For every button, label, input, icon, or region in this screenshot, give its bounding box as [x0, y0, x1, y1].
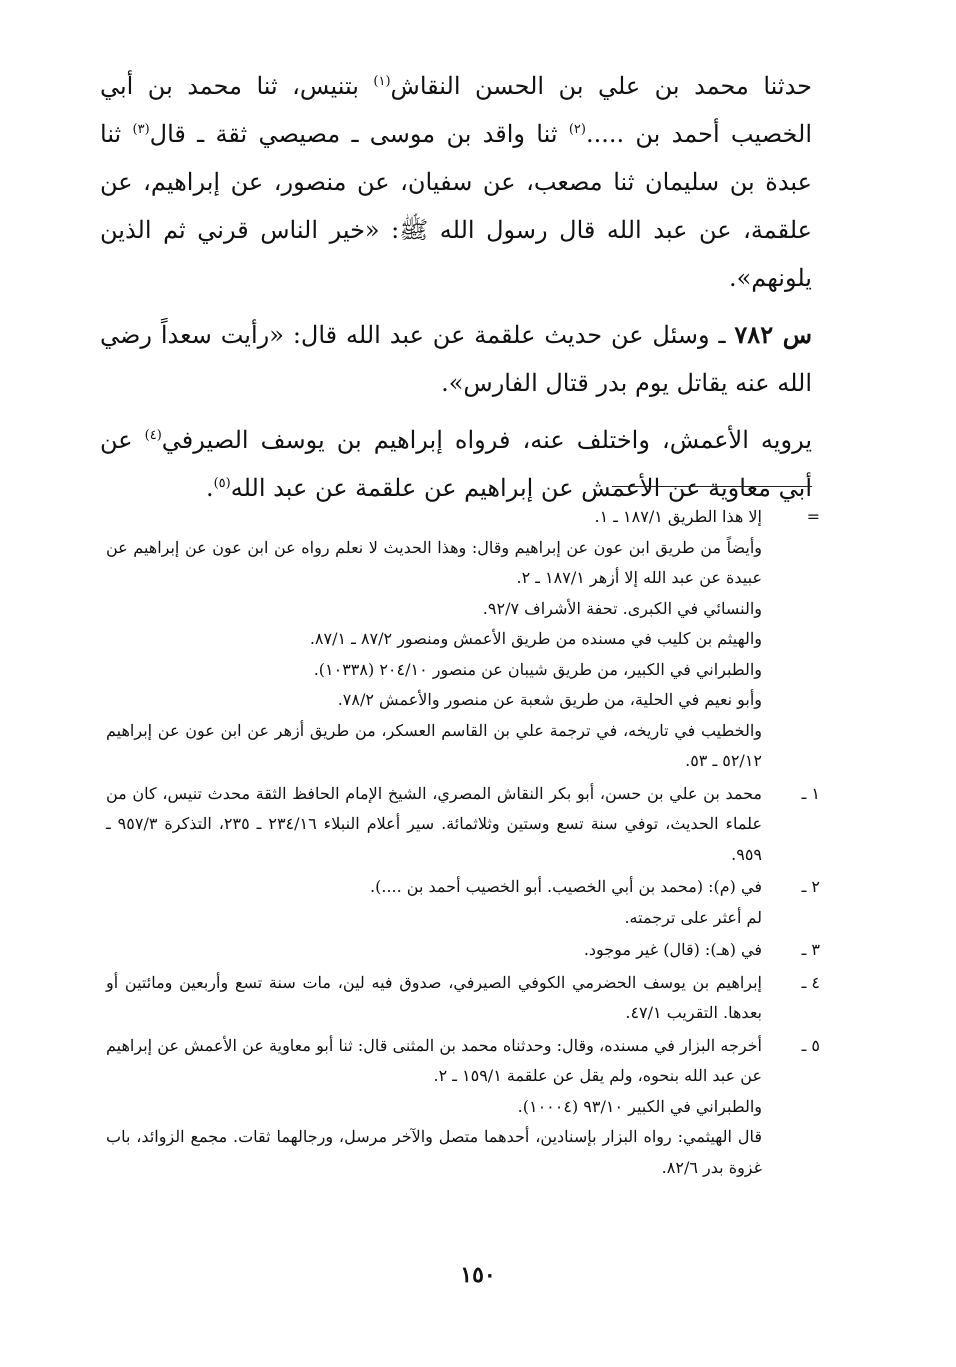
footnote-line: إبراهيم بن يوسف الحضرمي الكوفي الصيرفي، صدوق فيه لين، مات سنة تسع وأربعين ومائتين أو بعدها. التقريب ٤٧/١. [106, 972, 762, 1022]
footnote-ref-4: (٤) [144, 428, 162, 443]
footnote-number: ٤ ـ [801, 972, 820, 992]
paragraph-isnad [100, 62, 812, 302]
footnote-line: والهيثم بن كليب في مسنده من طريق الأعمش ومنصور ٨٧/٢ ـ ٨٧/١. [309, 629, 762, 648]
footnote-ref-5: (٥) [213, 476, 231, 491]
footnote-number: ٢ ـ [801, 877, 820, 896]
footnotes [106, 502, 820, 1183]
question-text: ـ وسئل عن حديث علقمة عن عبد الله قال: «رأيت سعداً رضي الله عنه يقاتل يوم بدر قتال الفارس». [100, 321, 812, 397]
footnote-separator [612, 486, 812, 487]
footnote-4 [106, 968, 820, 1029]
footnote-body [106, 872, 762, 933]
footnote-line: والطبراني في الكبير ٩٣/١٠ (١٠٠٠٤). [517, 1096, 762, 1116]
footnote-body [106, 779, 762, 871]
text-run: عن أبي معاوية عن الأعمش عن إبراهيم عن علقمة عن عبد الله [100, 426, 812, 502]
footnote-body [106, 1031, 762, 1184]
footnote-line: وأيضاً من طريق ابن عون عن إبراهيم وقال: وهذا الحديث لا نعلم رواه عن ابن عون عن إبراهيم عن عبيدة عن عبد الله إلا أزهر ١٨٧/١ ـ ٢. [106, 537, 762, 587]
page-number: ١٥٠ [460, 1262, 496, 1288]
text-run: يرويه الأعمش، واختلف عنه، فرواه إبراهيم بن يوسف الصيرفي [161, 426, 812, 454]
footnote-line: وأبو نعيم في الحلية، من طريق شعبة عن منصور والأعمش ٧٨/٢. [337, 690, 762, 709]
footnote-3 [106, 935, 820, 966]
footnote-line: والنسائي في الكبرى. تحفة الأشراف ٩٢/٧. [482, 598, 762, 618]
text-run: . [205, 474, 214, 502]
footnote-ref-1: (١) [373, 74, 391, 89]
footnote-continued [106, 502, 820, 777]
footnote-body [106, 968, 762, 1029]
footnote-ref-3: (٣) [132, 122, 150, 137]
paragraph-question [100, 311, 812, 407]
footnote-line: أخرجه البزار في مسنده، وقال: وحدثناه محمد بن المثنى قال: ثنا أبو معاوية عن الأعمش عن إبراهيم عن عبد الله بنحوه، ولم يقل عن علقمة ١٥٩/١ ـ ٢. [106, 1035, 762, 1085]
footnote-body [106, 502, 762, 777]
footnote-line: والطبراني في الكبير، من طريق شيبان عن منصور ٢٠٤/١٠ (١٠٣٣٨). [313, 659, 762, 679]
footnote-number: ٣ ـ [801, 940, 820, 959]
footnote-ref-2: (٢) [568, 122, 586, 137]
footnote-number: ١ ـ [801, 783, 820, 803]
text-run: ثنا عبدة بن سليمان ثنا مصعب، عن سفيان، عن منصور، عن إبراهيم، عن علقمة، عن عبد الله قال رسول الله ﷺ: «خير الناس قرني ثم الذين يلونهم». [100, 120, 812, 292]
question-number: س ٧٨٢ [734, 320, 813, 349]
text-run: ثنا واقد بن موسى ـ مصيصي ثقة ـ قال [149, 120, 569, 148]
footnote-number: ٥ ـ [801, 1035, 820, 1055]
footnote-line: لم أعثر على ترجمته. [624, 907, 762, 927]
footnote-number: = [806, 507, 820, 526]
footnote-line: في (م): (محمد بن أبي الخصيب. أبو الخصيب أحمد بن ....). [370, 877, 762, 896]
footnote-5 [106, 1031, 820, 1184]
text-run: حدثنا محمد بن علي بن الحسن النقاش [390, 72, 813, 100]
footnote-line: محمد بن علي بن حسن، أبو بكر النقاش المصري، الشيخ الإمام الحافظ الثقة محدث تنيس، كان من علماء الحديث، توفي سنة تسع وستين وثلاثمائة. سير أعلام النبلاء ٢٣٤/١٦ ـ ٢٣٥، التذكرة ٩٥٧/٣ ـ ٩٥٩. [106, 783, 762, 864]
footnote-2 [106, 872, 820, 933]
footnote-line: إلا هذا الطريق ١٨٧/١ ـ ١. [594, 507, 762, 526]
main-text [100, 62, 812, 521]
footnote-line: قال الهيثمي: رواه البزار بإسنادين، أحدهما متصل والآخر مرسل، ورجالهما ثقات. مجمع الزوائد، باب غزوة بدر ٨٢/٦. [106, 1127, 762, 1177]
footnote-line: والخطيب في تاريخه، في ترجمة علي بن القاسم العسكر، من طريق أزهر عن ابن عون عن إبراهيم ٥٢/١٢ ـ ٥٣. [106, 720, 762, 770]
footnote-body [106, 935, 762, 966]
paragraph-answer [100, 416, 812, 512]
text-run: بتنيس، ثنا محمد بن أبي الخصيب أحمد بن ..... [100, 72, 812, 148]
footnote-1 [106, 779, 820, 871]
footnote-line: في (هـ): (قال) غير موجود. [583, 940, 762, 959]
